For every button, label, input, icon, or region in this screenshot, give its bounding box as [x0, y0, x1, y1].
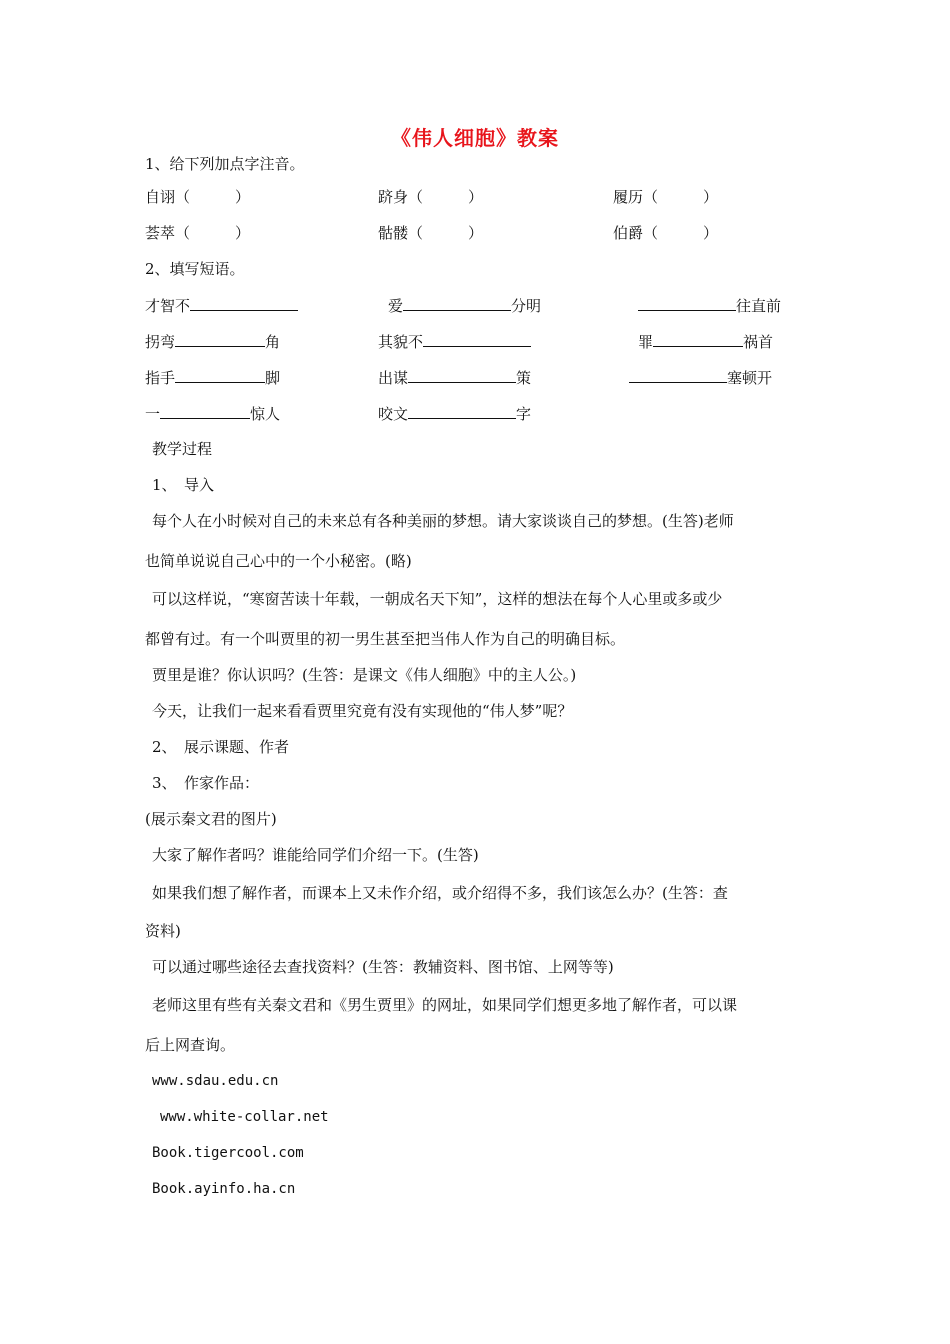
fill-blank[interactable] — [638, 294, 736, 311]
phrase-item — [378, 366, 531, 389]
phrase-prefix: 一 — [145, 405, 161, 423]
phrase-prefix: 罪 — [638, 333, 654, 351]
phrase-prefix: 指手 — [145, 369, 176, 387]
website-link[interactable]: Book.ayinfo.ha.cn — [152, 1181, 296, 1197]
section-heading: 教学过程 — [152, 440, 213, 458]
pinyin-item: 伯爵（ ） — [613, 224, 719, 242]
fill-blank[interactable] — [408, 402, 516, 419]
paragraph-line: 今天，让我们一起来看看贾里究竟有没有实现他的“伟人梦”呢？ — [152, 702, 573, 720]
website-link[interactable]: www.sdau.edu.cn — [152, 1073, 279, 1089]
pinyin-item: 履历（ ） — [613, 188, 719, 206]
phrase-suffix: 策 — [516, 369, 532, 387]
question-2-heading: 2、填写短语。 — [145, 260, 245, 278]
paragraph-line: 贾里是谁？你认识吗？(生答：是课文《伟人细胞》中的主人公。) — [152, 666, 577, 684]
phrase-suffix: 往直前 — [736, 297, 782, 315]
fill-blank[interactable] — [408, 366, 516, 383]
paragraph-line: 后上网查询。 — [145, 1036, 236, 1054]
pinyin-item: 荟萃（ ） — [145, 224, 251, 242]
pinyin-item: 自诩（ ） — [145, 188, 251, 206]
phrase-suffix: 字 — [516, 405, 532, 423]
phrase-prefix: 其貌不 — [378, 333, 424, 351]
phrase-item — [629, 366, 772, 389]
phrase-item — [145, 366, 280, 389]
section-step: 2、 展示课题、作者 — [152, 738, 290, 756]
phrase-item — [378, 402, 531, 425]
website-link[interactable]: www.white-collar.net — [160, 1109, 329, 1125]
paragraph-line: 每个人在小时候对自己的未来总有各种美丽的梦想。请大家谈谈自己的梦想。(生答)老师 — [152, 512, 734, 530]
phrase-prefix: 爱 — [388, 297, 404, 315]
paragraph-line: 资料) — [145, 922, 181, 940]
fill-blank[interactable] — [175, 330, 265, 347]
document-title: 《伟人细胞》教案 — [391, 126, 559, 150]
fill-blank[interactable] — [403, 294, 511, 311]
paragraph-line: 老师这里有些有关秦文君和《男生贾里》的网址，如果同学们想更多地了解作者，可以课 — [152, 996, 738, 1014]
fill-blank[interactable] — [653, 330, 743, 347]
website-link[interactable]: Book.tigercool.com — [152, 1145, 304, 1161]
fill-blank[interactable] — [423, 330, 531, 347]
paragraph-line: 如果我们想了解作者，而课本上又未作介绍，或介绍得不多，我们该怎么办？(生答：查 — [152, 884, 728, 902]
paragraph-line: 都曾有过。有一个叫贾里的初一男生甚至把当伟人作为自己的明确目标。 — [145, 630, 626, 648]
phrase-prefix: 才智不 — [145, 297, 191, 315]
paragraph-line: 可以通过哪些途径去查找资料？(生答：教辅资料、图书馆、上网等等) — [152, 958, 614, 976]
section-step: 1、 导入 — [152, 476, 215, 494]
paragraph-line: 也简单说说自己心中的一个小秘密。(略) — [145, 552, 412, 570]
paragraph-line: 可以这样说，“寒窗苦读十年载，一朝成名天下知”，这样的想法在每个人心里或多或少 — [152, 590, 723, 608]
phrase-item — [638, 330, 773, 353]
phrase-item — [638, 294, 781, 317]
phrase-prefix: 拐弯 — [145, 333, 176, 351]
paragraph-line: (展示秦文君的图片) — [145, 810, 277, 828]
phrase-suffix: 分明 — [511, 297, 542, 315]
phrase-item — [388, 294, 541, 317]
paragraph-line: 大家了解作者吗？谁能给同学们介绍一下。(生答) — [152, 846, 479, 864]
phrase-suffix: 惊人 — [250, 405, 281, 423]
fill-blank[interactable] — [190, 294, 298, 311]
fill-blank[interactable] — [160, 402, 250, 419]
phrase-item — [145, 402, 280, 425]
phrase-item — [145, 294, 298, 317]
fill-blank[interactable] — [175, 366, 265, 383]
phrase-suffix: 角 — [265, 333, 281, 351]
fill-blank[interactable] — [629, 366, 727, 383]
phrase-prefix: 出谋 — [378, 369, 409, 387]
pinyin-item: 跻身（ ） — [378, 188, 484, 206]
phrase-item — [145, 330, 280, 353]
phrase-suffix: 塞顿开 — [727, 369, 773, 387]
pinyin-item: 骷髅（ ） — [378, 224, 484, 242]
phrase-suffix: 脚 — [265, 369, 281, 387]
phrase-suffix: 祸首 — [743, 333, 774, 351]
phrase-prefix: 咬文 — [378, 405, 409, 423]
phrase-item — [378, 330, 531, 353]
section-step: 3、 作家作品： — [152, 774, 260, 792]
question-1-heading: 1、给下列加点字注音。 — [145, 155, 305, 173]
